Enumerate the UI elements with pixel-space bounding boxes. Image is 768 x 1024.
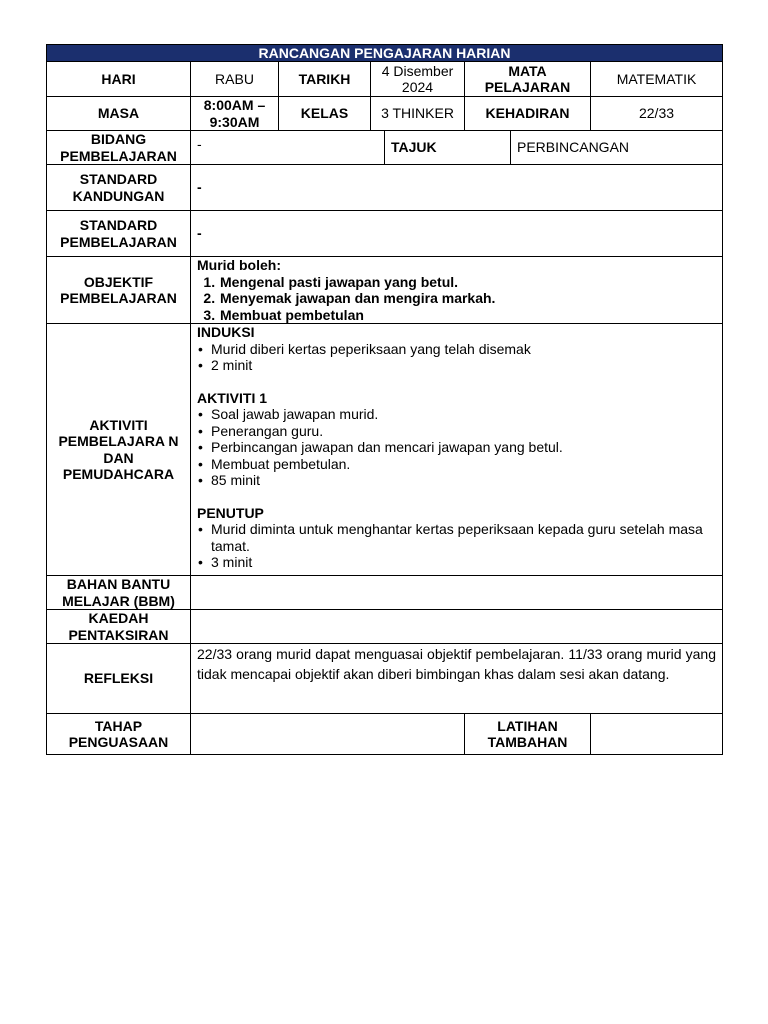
row-hari <box>47 62 723 97</box>
row-standard-pembelajaran <box>47 211 723 257</box>
tahap-label: TAHAP PENGUASAAN <box>47 714 191 755</box>
refleksi-label: REFLEKSI <box>47 644 191 714</box>
list-item: • 85 minit <box>211 472 716 489</box>
kaedah-label: KAEDAH PENTAKSIRAN <box>47 610 191 644</box>
tahap-value <box>191 714 465 755</box>
lesson-plan-table <box>46 44 723 755</box>
list-item: • Membuat pembetulan. <box>211 456 716 473</box>
refleksi-value: 22/33 orang murid dapat menguasai objektif pembelajaran. 11/33 orang murid yang tidak mencapai objektif akan diberi bimbingan khas dalam sesi akan datang. <box>191 644 723 714</box>
bbm-label: BAHAN BANTU MELAJAR (BBM) <box>47 576 191 610</box>
page-title: RANCANGAN PENGAJARAN HARIAN <box>47 45 723 62</box>
row-aktiviti <box>47 324 723 576</box>
masa-label: MASA <box>47 97 191 131</box>
row-refleksi <box>47 644 723 714</box>
standard-pembelajaran-label: STANDARD PEMBELAJARAN <box>47 211 191 257</box>
objektif-intro: Murid boleh: <box>197 257 281 273</box>
row-bbm <box>47 576 723 610</box>
list-item: 1. Mengenal pasti jawapan yang betul. <box>219 274 716 291</box>
list-item: • 3 minit <box>211 554 716 571</box>
kelas-label: KELAS <box>279 97 371 131</box>
aktiviti1-list <box>197 406 716 489</box>
title-row <box>47 45 723 62</box>
aktiviti-label: AKTIVITI PEMBELAJARA N DAN PEMUDAHCARA <box>47 324 191 576</box>
kelas-value: 3 THINKER <box>371 97 465 131</box>
list-item: • Murid diminta untuk menghantar kertas peperiksaan kepada guru setelah masa tamat. <box>211 521 716 554</box>
list-item: 3. Membuat pembetulan <box>219 307 716 324</box>
tajuk-label: TAJUK <box>385 131 511 165</box>
bidang-label: BIDANG PEMBELAJARAN <box>47 131 191 165</box>
list-item: • Murid diberi kertas peperiksaan yang telah disemak <box>211 341 716 358</box>
tajuk-value: PERBINCANGAN <box>511 131 723 165</box>
tarikh-label: TARIKH <box>279 62 371 97</box>
objektif-list <box>197 274 716 324</box>
list-item: • Perbincangan jawapan dan mencari jawapan yang betul. <box>211 439 716 456</box>
row-kaedah <box>47 610 723 644</box>
row-tahap <box>47 714 723 755</box>
hari-label: HARI <box>47 62 191 97</box>
row-masa <box>47 97 723 131</box>
masa-value: 8:00AM – 9:30AM <box>191 97 279 131</box>
hari-value: RABU <box>191 62 279 97</box>
aktiviti1-heading: AKTIVITI 1 <box>197 389 268 406</box>
standard-kandungan-value: - <box>191 165 723 211</box>
latihan-value <box>591 714 723 755</box>
standard-pembelajaran-value: - <box>191 211 723 257</box>
list-item: • Penerangan guru. <box>211 423 716 440</box>
kaedah-value <box>191 610 723 644</box>
kehadiran-value: 22/33 <box>591 97 723 131</box>
bbm-value <box>191 576 723 610</box>
list-item: • 2 minit <box>211 357 716 374</box>
row-objektif <box>47 257 723 324</box>
penutup-list <box>197 521 716 571</box>
penutup-heading: PENUTUP <box>197 504 264 521</box>
tarikh-value: 4 Disember 2024 <box>371 62 465 97</box>
list-item: 2. Menyemak jawapan dan mengira markah. <box>219 290 716 307</box>
objektif-content <box>191 257 723 324</box>
kehadiran-label: KEHADIRAN <box>465 97 591 131</box>
induksi-heading: INDUKSI <box>197 324 255 340</box>
list-item: • Soal jawab jawapan murid. <box>211 406 716 423</box>
aktiviti-content <box>191 324 723 576</box>
mata-pelajaran-value: MATEMATIK <box>591 62 723 97</box>
lesson-plan-sheet <box>46 44 722 755</box>
induksi-list <box>197 341 716 374</box>
row-bidang <box>47 131 723 165</box>
mata-pelajaran-label: MATA PELAJARAN <box>465 62 591 97</box>
row-standard-kandungan <box>47 165 723 211</box>
latihan-label: LATIHAN TAMBAHAN <box>465 714 591 755</box>
bidang-value: - <box>191 131 385 165</box>
standard-kandungan-label: STANDARD KANDUNGAN <box>47 165 191 211</box>
objektif-label: OBJEKTIF PEMBELAJARAN <box>47 257 191 324</box>
